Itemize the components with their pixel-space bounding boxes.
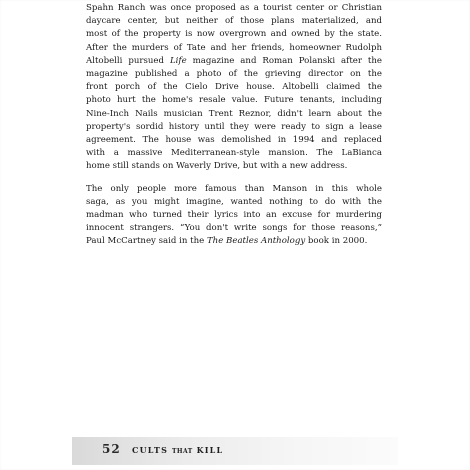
book-title-anthology: The Beatles Anthology bbox=[206, 236, 306, 247]
text-line: agreement. The house was demolished in 1994 and replaced bbox=[86, 135, 382, 146]
text-fragment: Paul McCartney said in the bbox=[86, 236, 207, 247]
title-word: THAT bbox=[172, 448, 193, 455]
paragraph-1 bbox=[86, 2, 382, 174]
text-line: After the murders of Tate and her friends, homeowner Rudolph bbox=[86, 42, 382, 53]
text-fragment: book in 2000. bbox=[307, 236, 368, 247]
paragraph-gap bbox=[86, 174, 382, 183]
text-line bbox=[86, 235, 382, 248]
text-line: most of the property is now overgrown and owned by the state. bbox=[86, 29, 382, 40]
text-line: daycare center, but neither of those plans materialized, and bbox=[86, 16, 382, 27]
text-line: innocent strangers. “You don't write songs for those reasons,” bbox=[86, 223, 382, 234]
text-line: front porch of the Cielo Drive house. Altobelli claimed the bbox=[86, 82, 382, 93]
magazine-title-life: Life bbox=[169, 55, 187, 66]
text-fragment: magazine and Roman Polanski after the bbox=[192, 55, 382, 66]
running-book-title bbox=[132, 445, 223, 455]
title-word: CULTS bbox=[132, 445, 169, 455]
running-footer bbox=[72, 437, 398, 465]
text-line: Spahn Ranch was once proposed as a tourist center or Christian bbox=[86, 3, 382, 13]
text-line bbox=[86, 55, 382, 68]
title-word: KILL bbox=[196, 445, 224, 455]
text-line: saga, as you might imagine, wanted nothing to do with the bbox=[86, 196, 382, 207]
text-line: madman who turned their lyrics into an excuse for murdering bbox=[86, 210, 382, 221]
text-line: home still stands on Waverly Drive, but with a new address. bbox=[86, 161, 348, 172]
text-line: photo hurt the home's resale value. Future tenants, including bbox=[86, 95, 382, 106]
text-line: magazine published a photo of the grieving director on the bbox=[86, 69, 382, 80]
text-line: The only people more famous than Manson in this whole bbox=[86, 183, 382, 194]
text-line: Nine-Inch Nails musician Trent Reznor, didn't learn about the bbox=[86, 108, 382, 119]
text-fragment: Altobelli pursued bbox=[86, 55, 170, 66]
text-line: property's sordid history until they were ready to sign a lease bbox=[86, 121, 382, 132]
body-text bbox=[86, 2, 382, 249]
text-line: with a massive Mediterranean-style mansion. The LaBianca bbox=[86, 148, 382, 159]
page-number: 52 bbox=[102, 442, 121, 456]
paragraph-2 bbox=[86, 183, 382, 249]
